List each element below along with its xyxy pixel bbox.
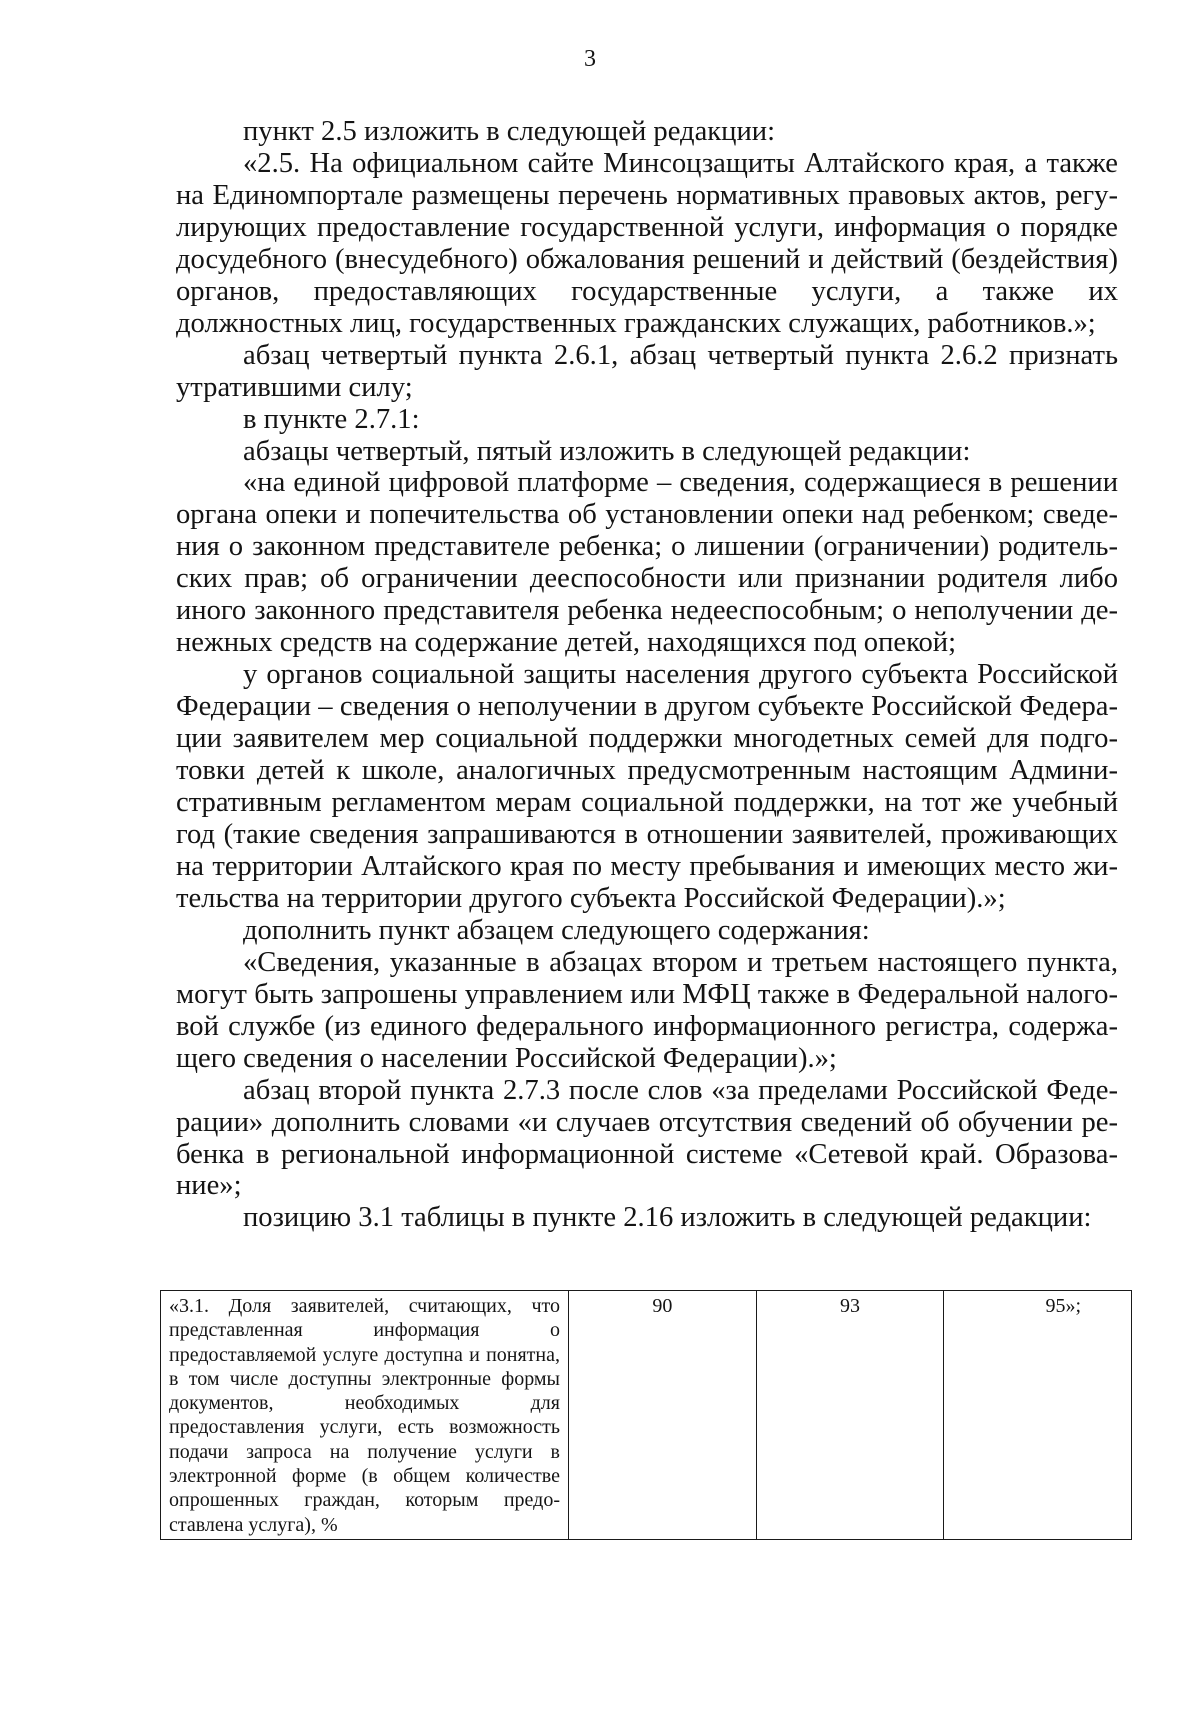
paragraph-2-7-3-amendment: абзац второй пункта 2.7.3 после слов «за пределами Российской Федерации» дополнить словами «и случаев отсутствия сведений об обучении ребенка в региональной информационной системе «Сетевой край. Образование»;	[176, 1074, 1118, 1202]
positions-table-wrapper	[160, 1290, 1132, 1540]
positions-table	[160, 1290, 1132, 1540]
paragraph-supplement-intro: дополнить пункт абзацем следующего содержания:	[243, 914, 870, 946]
paragraph-item-2-5-intro: пункт 2.5 изложить в следующей редакции:	[243, 116, 776, 147]
table-cell-value-2: 93	[756, 1291, 944, 1540]
paragraph-information-sources: «Сведения, указанные в абзацах втором и третьем настоящего пункта, могут быть запрошены управлением или МФЦ также в Федеральной налоговой службе (из единого федерального информационного регистра, содержащего сведения о населении Российской Федерации).»;	[176, 946, 1118, 1074]
page-number: 3	[584, 46, 596, 72]
paragraph-item-2-5-text: «2.5. На официальном сайте Минсоцзащиты Алтайского края, а также на Единомпортале размещены перечень нормативных правовых актов, регулирующих предоставление государственной услуги, информация о порядке досудебного (внесудебного) обжалования решений и действий (бездействия) органов, предоставляющих государственные услуги, а также их должностных лиц, государственных гражданских служащих, работников.»;	[176, 147, 1118, 339]
paragraph-abzacy-intro: абзацы четвертый, пятый изложить в следующей редакции:	[243, 435, 971, 467]
table-cell-description: «3.1. Доля заявителей, считающих, что представленная информация о предоставляемой услуге доступна и понятна, в том числе доступны электронные формы документов, необходимых для предоставления услуги, есть возможность подачи запроса на получение услуги в электронной форме (в общем количестве опрошенных граждан, которым предоставлена услуга), %	[161, 1291, 569, 1540]
paragraph-2-7-1-intro: в пункте 2.7.1:	[243, 403, 420, 435]
paragraph-table-intro: позицию 3.1 таблицы в пункте 2.16 изложить в следующей редакции:	[243, 1202, 1092, 1234]
table-cell-value-1: 90	[569, 1291, 757, 1540]
table-row	[161, 1291, 1132, 1540]
paragraph-social-protection: у органов социальной защиты населения другого субъекта Российской Федерации – сведения о неполучении в другом субъекте Российской Федерации заявителем мер социальной поддержки многодетных семей для подготовки детей к школе, аналогичных предусмотренным настоящим Административным регламентом мерам социальной поддержки, на тот же учебный год (такие сведения запрашиваются в отношении заявителей, проживающих на территории Алтайского края по месту пребывания и имеющих место жительства на территории другого субъекта Российской Федерации).»;	[176, 659, 1118, 914]
table-cell-value-3: 95»;	[944, 1291, 1132, 1540]
paragraph-2-6-repeal: абзац четвертый пункта 2.6.1, абзац четвертый пункта 2.6.2 признать утратившими силу;	[176, 339, 1118, 403]
paragraph-digital-platform: «на единой цифровой платформе – сведения, содержащиеся в решении органа опеки и попечительства об установлении опеки над ребенком; сведения о законном представителе ребенка; о лишении (ограничении) родительских прав; об ограничении дееспособности или признании родителя либо иного законного представителя ребенка недееспособным; о неполучении денежных средств на содержание детей, находящихся под опекой;	[176, 467, 1118, 659]
document-body	[176, 116, 1118, 1234]
